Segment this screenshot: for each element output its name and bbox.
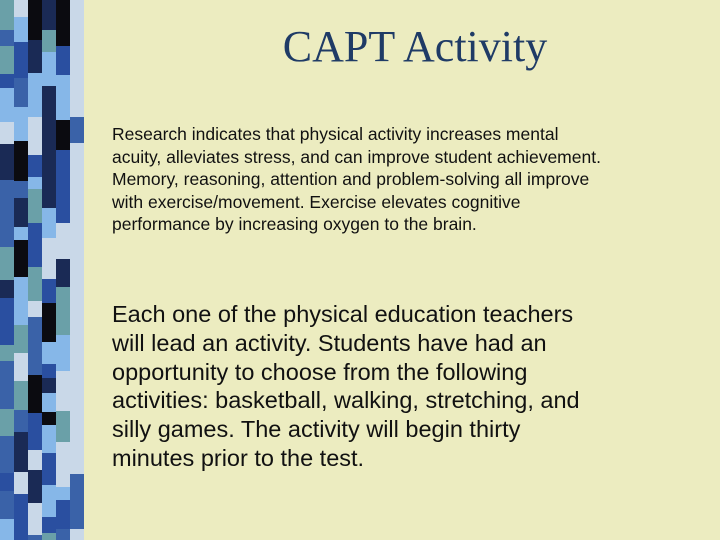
- decorative-block: [28, 317, 42, 363]
- decorative-block: [70, 143, 84, 163]
- decorative-block: [14, 325, 28, 353]
- decorative-block: [70, 499, 84, 529]
- decorative-block: [14, 17, 28, 42]
- decorative-block: [70, 0, 84, 37]
- decorative-block: [14, 181, 28, 198]
- decorative-block: [14, 410, 28, 432]
- decorative-block: [14, 472, 28, 494]
- decorative-block: [14, 141, 28, 181]
- decorative-block: [56, 150, 70, 191]
- decorative-block: [42, 303, 56, 342]
- decorative-block: [0, 361, 14, 409]
- paragraph-line: Research indicates that physical activity increases mental: [112, 124, 559, 144]
- decorative-block: [14, 353, 28, 381]
- decorative-block: [42, 425, 56, 453]
- decorative-block: [0, 122, 14, 144]
- decorative-block: [70, 461, 84, 474]
- decorative-block: [14, 78, 28, 107]
- decorative-block: [42, 30, 56, 52]
- decorative-block: [28, 238, 42, 267]
- paragraph-line: Each one of the physical education teachers: [112, 301, 574, 327]
- decorative-block: [70, 37, 84, 69]
- decorative-block: [0, 180, 14, 210]
- decorative-block: [56, 120, 70, 150]
- slide-title: CAPT Activity: [282, 22, 548, 71]
- decorative-block: [0, 473, 14, 491]
- decorative-block: [28, 223, 42, 238]
- decorative-block: [56, 259, 70, 287]
- decorative-block: [28, 0, 42, 40]
- decorative-block: [56, 0, 70, 46]
- decorative-block: [42, 66, 56, 86]
- decorative-block: [56, 442, 70, 487]
- decorative-block: [28, 73, 42, 97]
- decorative-block: [56, 529, 70, 540]
- decorative-block: [0, 247, 14, 280]
- decorative-block: [28, 40, 42, 73]
- decorative-block: [70, 163, 84, 209]
- decorative-block: [0, 345, 14, 361]
- decorative-block: [0, 491, 14, 519]
- decorative-block: [42, 279, 56, 303]
- decorative-block: [42, 364, 56, 378]
- decorative-block: [0, 409, 14, 436]
- decorative-block: [56, 335, 70, 371]
- paragraph-line: acuity, alleviates stress, and can improve student achievement.: [112, 146, 601, 167]
- decorative-block: [0, 280, 14, 298]
- decorative-block: [28, 189, 42, 223]
- decorative-block: [70, 69, 84, 117]
- decorative-block: [0, 210, 14, 247]
- decorative-block: [42, 86, 56, 128]
- decorative-block: [0, 519, 14, 540]
- decorative-block: [0, 88, 14, 122]
- decorative-stripe-bar: [0, 0, 84, 540]
- decorative-block: [42, 378, 56, 393]
- paragraph-line: performance by increasing oxygen to the brain.: [112, 214, 477, 234]
- decorative-block: [14, 277, 28, 325]
- decorative-block: [28, 413, 42, 450]
- decorative-block: [70, 315, 84, 339]
- decorative-block: [14, 57, 28, 78]
- decorative-block: [42, 453, 56, 485]
- decorative-block: [42, 146, 56, 181]
- paragraph-line: opportunity to choose from the following: [112, 358, 528, 385]
- decorative-block: [56, 75, 70, 120]
- decorative-block: [56, 411, 70, 442]
- decorative-block: [56, 500, 70, 529]
- decorative-block: [0, 46, 14, 74]
- decorative-block: [28, 117, 42, 155]
- decorative-block: [28, 503, 42, 535]
- decorative-block: [42, 342, 56, 364]
- decorative-block: [14, 0, 28, 17]
- decorative-block: [42, 485, 56, 517]
- decorative-block: [28, 267, 42, 301]
- decorative-block: [70, 117, 84, 143]
- decorative-block: [70, 252, 84, 279]
- paragraph-line: minutes prior to the test.: [112, 444, 365, 471]
- paragraph-research: [112, 123, 702, 236]
- paragraph-line: Memory, reasoning, attention and problem-solving all improve: [112, 169, 590, 189]
- decorative-block: [0, 298, 14, 345]
- decorative-block: [28, 450, 42, 470]
- decorative-block: [0, 0, 14, 30]
- decorative-block: [42, 250, 56, 279]
- decorative-block: [56, 46, 70, 75]
- decorative-block: [42, 533, 56, 540]
- decorative-block: [14, 42, 28, 57]
- decorative-block: [0, 144, 14, 180]
- decorative-block: [42, 52, 56, 66]
- decorative-block: [0, 30, 14, 46]
- decorative-block: [56, 223, 70, 259]
- decorative-block: [42, 412, 56, 425]
- decorative-block: [70, 339, 84, 379]
- decorative-block: [42, 517, 56, 533]
- decorative-block: [70, 379, 84, 425]
- decorative-block: [42, 128, 56, 146]
- decorative-block: [28, 177, 42, 189]
- decorative-block: [14, 227, 28, 240]
- decorative-block: [70, 445, 84, 461]
- paragraph-line: activities: basketball, walking, stretching, and: [112, 387, 580, 414]
- decorative-block: [70, 425, 84, 445]
- decorative-block: [56, 371, 70, 411]
- decorative-block: [28, 535, 42, 540]
- decorative-block: [28, 155, 42, 177]
- paragraph-line: silly games. The activity will begin thirty: [112, 416, 521, 443]
- decorative-block: [42, 238, 56, 250]
- decorative-block: [14, 432, 28, 472]
- decorative-block: [70, 529, 84, 540]
- decorative-block: [70, 209, 84, 252]
- decorative-block: [14, 381, 28, 410]
- decorative-block: [14, 107, 28, 141]
- decorative-block: [28, 375, 42, 413]
- decorative-block: [28, 470, 42, 488]
- decorative-block: [0, 74, 14, 88]
- decorative-block: [28, 488, 42, 503]
- decorative-block: [28, 363, 42, 375]
- decorative-block: [56, 287, 70, 335]
- decorative-block: [70, 294, 84, 315]
- paragraph-line: will lead an activity. Students have had an: [112, 329, 547, 356]
- decorative-block: [70, 474, 84, 499]
- decorative-block: [28, 97, 42, 117]
- decorative-block: [42, 0, 56, 30]
- decorative-block: [42, 181, 56, 208]
- decorative-block: [42, 208, 56, 238]
- paragraph-line: with exercise/movement. Exercise elevates cognitive: [112, 191, 521, 212]
- decorative-block: [0, 436, 14, 473]
- decorative-block: [14, 494, 28, 538]
- decorative-block: [42, 393, 56, 412]
- decorative-block: [14, 240, 28, 277]
- decorative-block: [28, 301, 42, 317]
- decorative-block: [56, 487, 70, 500]
- decorative-block: [56, 191, 70, 223]
- decorative-block: [14, 198, 28, 227]
- decorative-block: [70, 279, 84, 294]
- paragraph-activity: [112, 300, 702, 473]
